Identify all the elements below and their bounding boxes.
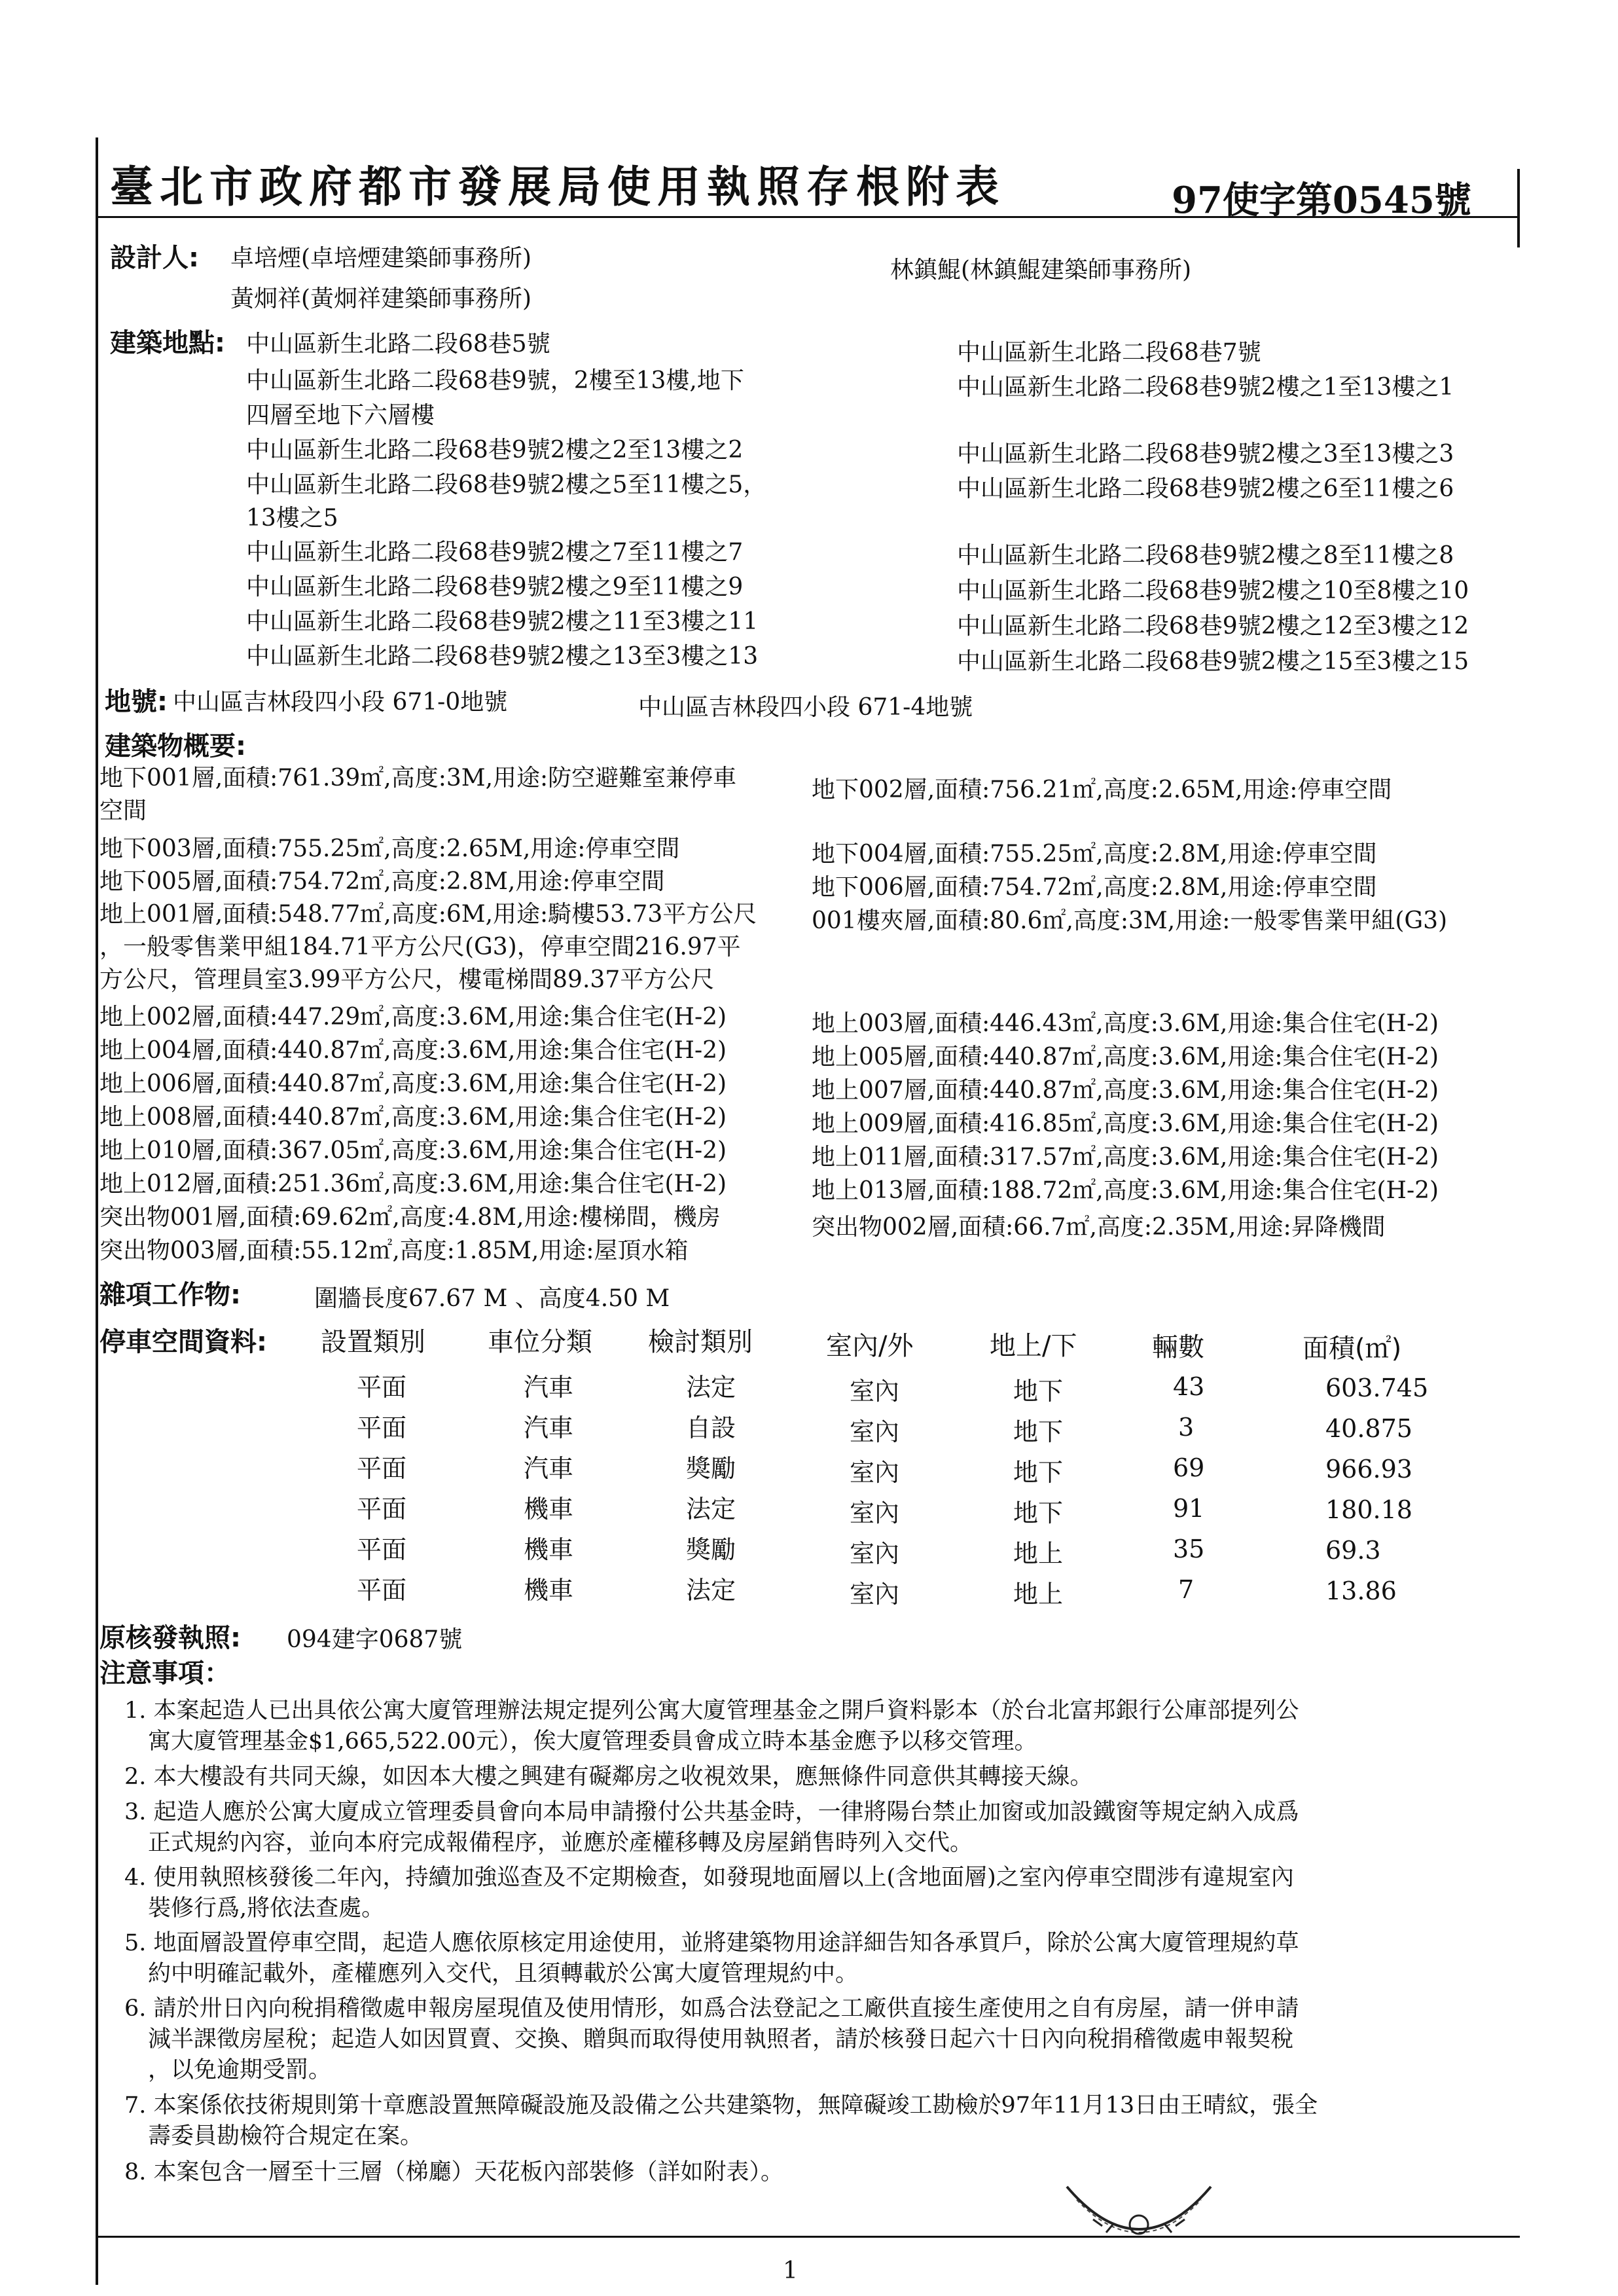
official-seal-icon <box>1054 2174 1224 2259</box>
overview-line: 地上006層,面積:440.87㎡,高度:3.6M,用途:集合住宅(H-2) <box>99 1070 727 1097</box>
parking-header: 室內/外 <box>826 1331 914 1361</box>
table-cell: 966.93 <box>1325 1455 1412 1484</box>
overview-line: 地上003層,面積:446.43㎡,高度:3.6M,用途:集合住宅(H-2) <box>812 1010 1439 1037</box>
table-cell: 法定 <box>686 1495 736 1523</box>
table-cell: 機車 <box>524 1495 574 1523</box>
overview-line: 方公尺，管理員室3.99平方公尺，樓電梯間89.37平方公尺 <box>99 966 715 993</box>
location-line: 中山區新生北路二段68巷9號2樓之9至11樓之9 <box>246 574 744 600</box>
location-line: 中山區新生北路二段68巷9號2樓之12至3樓之12 <box>957 613 1469 640</box>
location-line: 中山區新生北路二段68巷9號2樓之5至11樓之5， <box>246 471 767 498</box>
location-line: 中山區新生北路二段68巷9號2樓之11至3樓之11 <box>246 608 759 635</box>
note-line: 2. 本大樓設有共同天線，如因本大樓之興建有礙鄰房之收視效果，應無條件同意供其轉接天線。 <box>124 1764 1093 1790</box>
overview-line: 地上011層,面積:317.57㎡,高度:3.6M,用途:集合住宅(H-2) <box>812 1144 1439 1171</box>
table-cell: 平面 <box>357 1495 407 1523</box>
note-line: 正式規約內容，並向本府完成報備程序，並應於產權移轉及房屋銷售時列入交代。 <box>148 1830 973 1856</box>
table-cell: 室內 <box>850 1539 900 1568</box>
note-line: 7. 本案係依技術規則第十章應設置無障礙設施及設備之公共建築物，無障礙竣工勘檢於97年11月13日由王晴紋，張全 <box>124 2092 1318 2119</box>
note-line: 6. 請於卅日內向稅捐稽徵處申報房屋現值及使用情形，如爲合法登記之工廠供直接生產使用之自有房屋，請一併申請 <box>124 1995 1299 2022</box>
misc-works-label: 雜項工作物: <box>99 1280 241 1310</box>
table-cell: 地下 <box>1013 1377 1064 1406</box>
location-line: 中山區新生北路二段68巷9號2樓之3至13樓之3 <box>957 441 1454 467</box>
table-cell: 室內 <box>850 1458 900 1487</box>
note-line: 5. 地面層設置停車空間，起造人應依原核定用途使用，並將建築物用途詳細告知各承買戶，除於公寓大廈管理規約草 <box>124 1930 1299 1956</box>
original-license-value: 094建字0687號 <box>287 1626 463 1653</box>
overview-line: 地下005層,面積:754.72㎡,高度:2.8M,用途:停車空間 <box>99 868 665 895</box>
note-line: 減半課徵房屋稅；起造人如因買賣、交換、贈與而取得使用執照者，請於核發日起六十日內向稅捐稽徵處申報契稅 <box>148 2026 1294 2052</box>
overview-line: 突出物002層,面積:66.7㎡,高度:2.35M,用途:昇降機間 <box>812 1214 1386 1241</box>
table-cell: 平面 <box>357 1576 407 1605</box>
frame-left-border <box>96 137 98 2285</box>
note-line: 約中明確記載外，產權應列入交代，且須轉載於公寓大廈管理規約中。 <box>148 1961 859 1987</box>
misc-works-value: 圍牆長度67.67 M 、高度4.50 M <box>314 1285 670 1312</box>
table-cell: 43 <box>1173 1372 1205 1401</box>
note-line: 3. 起造人應於公寓大廈成立管理委員會向本局申請撥付公共基金時，一律將陽台禁止加窗或加設鐵窗等規定納入成爲 <box>124 1799 1299 1825</box>
overview-line: 地下002層,面積:756.21㎡,高度:2.65M,用途:停車空間 <box>812 776 1392 803</box>
overview-line: 地上007層,面積:440.87㎡,高度:3.6M,用途:集合住宅(H-2) <box>812 1077 1439 1104</box>
table-cell: 7 <box>1178 1575 1195 1604</box>
parking-header: 檢討類別 <box>648 1327 753 1357</box>
table-cell: 室內 <box>850 1499 900 1527</box>
document-number: 97使字第0545號 <box>1172 179 1471 222</box>
table-cell: 獎勵 <box>686 1454 736 1483</box>
designer-name: 林鎮鯤(林鎮鯤建築師事務所) <box>890 257 1192 283</box>
location-line: 中山區新生北路二段68巷9號2樓之10至8樓之10 <box>957 577 1469 604</box>
overview-line: 地上001層,面積:548.77㎡,高度:6M,用途:騎樓53.73平方公尺 <box>99 901 757 928</box>
note-line: ，以免逾期受罰。 <box>148 2057 332 2083</box>
table-cell: 13.86 <box>1325 1576 1397 1605</box>
overview-line: 地上012層,面積:251.36㎡,高度:3.6M,用途:集合住宅(H-2) <box>99 1171 727 1197</box>
lot-number: 中山區吉林段四小段 671-0地號 <box>173 689 508 716</box>
overview-line: 突出物001層,面積:69.62㎡,高度:4.8M,用途:樓梯間，機房 <box>99 1204 721 1231</box>
table-cell: 69 <box>1173 1453 1205 1482</box>
table-cell: 室內 <box>850 1580 900 1609</box>
overview-line: 地上008層,面積:440.87㎡,高度:3.6M,用途:集合住宅(H-2) <box>99 1104 727 1131</box>
location-line: 中山區新生北路二段68巷9號，2樓至13樓,地下 <box>246 367 744 394</box>
original-license-label: 原核發執照: <box>99 1623 241 1653</box>
table-cell: 3 <box>1178 1413 1195 1442</box>
table-cell: 室內 <box>850 1417 900 1446</box>
location-line: 中山區新生北路二段68巷9號2樓之15至3樓之15 <box>957 648 1469 675</box>
lot-label: 地號: <box>105 687 168 717</box>
location-line: 中山區新生北路二段68巷9號2樓之6至11樓之6 <box>957 475 1454 502</box>
location-label: 建築地點: <box>110 328 225 358</box>
table-cell: 機車 <box>524 1535 574 1564</box>
table-cell: 法定 <box>686 1373 736 1402</box>
table-cell: 地下 <box>1013 1458 1064 1487</box>
overview-line: 空間 <box>99 797 147 824</box>
frame-right-border <box>1517 169 1520 247</box>
table-cell: 地上 <box>1013 1580 1064 1609</box>
location-line: 中山區新生北路二段68巷9號2樓之7至11樓之7 <box>246 539 744 566</box>
note-line: 裝修行爲,將依法查處。 <box>148 1895 385 1922</box>
overview-line: 突出物003層,面積:55.12㎡,高度:1.85M,用途:屋頂水箱 <box>99 1237 689 1264</box>
location-line: 中山區新生北路二段68巷9號2樓之13至3樓之13 <box>246 643 759 670</box>
overview-line: 地下004層,面積:755.25㎡,高度:2.8M,用途:停車空間 <box>812 841 1377 867</box>
table-cell: 69.3 <box>1325 1536 1381 1565</box>
note-line: 8. 本案包含一層至十三層（梯廳）天花板內部裝修（詳如附表）。 <box>124 2159 784 2185</box>
parking-header: 輛數 <box>1152 1332 1204 1362</box>
overview-line: 地下006層,面積:754.72㎡,高度:2.8M,用途:停車空間 <box>812 874 1377 901</box>
table-cell: 35 <box>1173 1535 1205 1563</box>
overview-line: 001樓夾層,面積:80.6㎡,高度:3M,用途:一般零售業甲組(G3) <box>812 907 1448 934</box>
overview-line: 地上004層,面積:440.87㎡,高度:3.6M,用途:集合住宅(H-2) <box>99 1037 727 1064</box>
table-cell: 地下 <box>1013 1417 1064 1446</box>
table-cell: 汽車 <box>524 1454 574 1483</box>
frame-bottom-border <box>96 2236 1520 2238</box>
location-line: 中山區新生北路二段68巷9號2樓之8至11樓之8 <box>957 542 1454 569</box>
table-cell: 91 <box>1173 1494 1205 1523</box>
location-line: 中山區新生北路二段68巷7號 <box>957 339 1261 366</box>
overview-line: 地下003層,面積:755.25㎡,高度:2.65M,用途:停車空間 <box>99 835 680 862</box>
table-cell: 汽車 <box>524 1413 574 1442</box>
note-line: 壽委員勘檢符合規定在案。 <box>148 2123 423 2149</box>
table-cell: 平面 <box>357 1535 407 1564</box>
lot-number: 中山區吉林段四小段 671-4地號 <box>638 694 973 721</box>
parking-header: 面積(㎡) <box>1303 1334 1402 1364</box>
designers-label: 設計人: <box>110 243 199 273</box>
note-line: 寓大廈管理基金$1,665,522.00元），俟大廈管理委員會成立時本基金應予以移交管理。 <box>148 1728 1037 1755</box>
designer-name: 卓培煙(卓培煙建築師事務所) <box>230 245 532 272</box>
overview-label: 建築物概要: <box>105 731 246 761</box>
designer-name: 黃炯祥(黃炯祥建築師事務所) <box>230 285 532 312</box>
table-cell: 室內 <box>850 1377 900 1406</box>
overview-line: 地上010層,面積:367.05㎡,高度:3.6M,用途:集合住宅(H-2) <box>99 1137 727 1164</box>
table-cell: 平面 <box>357 1373 407 1402</box>
table-cell: 地上 <box>1013 1539 1064 1568</box>
parking-header: 車位分類 <box>488 1327 592 1357</box>
parking-header: 地上/下 <box>990 1331 1077 1361</box>
overview-line: 地上013層,面積:188.72㎡,高度:3.6M,用途:集合住宅(H-2) <box>812 1177 1439 1204</box>
overview-line: 地下001層,面積:761.39㎡,高度:3M,用途:防空避難室兼停車 <box>99 765 737 792</box>
note-line: 1. 本案起造人已出具依公寓大廈管理辦法規定提列公寓大廈管理基金之開戶資料影本（於台北富邦銀行公庫部提列公 <box>124 1698 1299 1724</box>
note-line: 4. 使用執照核發後二年內，持續加強巡查及不定期檢查，如發現地面層以上(含地面層)之室內停車空間涉有違規室內 <box>124 1865 1294 1891</box>
notes-label: 注意事項： <box>99 1658 230 1688</box>
table-cell: 地下 <box>1013 1499 1064 1527</box>
overview-line: 地上005層,面積:440.87㎡,高度:3.6M,用途:集合住宅(H-2) <box>812 1044 1439 1070</box>
table-cell: 平面 <box>357 1413 407 1442</box>
overview-line: ，一般零售業甲組184.71平方公尺(G3)，停車空間216.97平 <box>99 934 741 960</box>
table-cell: 機車 <box>524 1576 574 1605</box>
overview-line: 地上009層,面積:416.85㎡,高度:3.6M,用途:集合住宅(H-2) <box>812 1110 1439 1137</box>
overview-line: 地上002層,面積:447.29㎡,高度:3.6M,用途:集合住宅(H-2) <box>99 1004 727 1030</box>
table-cell: 自設 <box>686 1413 736 1442</box>
table-cell: 法定 <box>686 1576 736 1605</box>
table-cell: 180.18 <box>1325 1495 1412 1524</box>
location-line: 中山區新生北路二段68巷5號 <box>246 331 550 357</box>
page-title: 臺北市政府都市發展局使用執照存根附表 <box>110 161 1005 212</box>
page-number: 1 <box>783 2257 798 2284</box>
table-cell: 獎勵 <box>686 1535 736 1564</box>
location-line: 13樓之5 <box>246 505 338 532</box>
parking-label: 停車空間資料: <box>99 1327 267 1357</box>
location-line: 中山區新生北路二段68巷9號2樓之1至13樓之1 <box>957 374 1454 401</box>
location-line: 中山區新生北路二段68巷9號2樓之2至13樓之2 <box>246 437 744 464</box>
table-cell: 40.875 <box>1325 1414 1412 1443</box>
table-cell: 平面 <box>357 1454 407 1483</box>
table-cell: 汽車 <box>524 1373 574 1402</box>
parking-header: 設置類別 <box>321 1327 425 1357</box>
location-line: 四層至地下六層樓 <box>246 402 435 429</box>
table-cell: 603.745 <box>1325 1374 1429 1402</box>
